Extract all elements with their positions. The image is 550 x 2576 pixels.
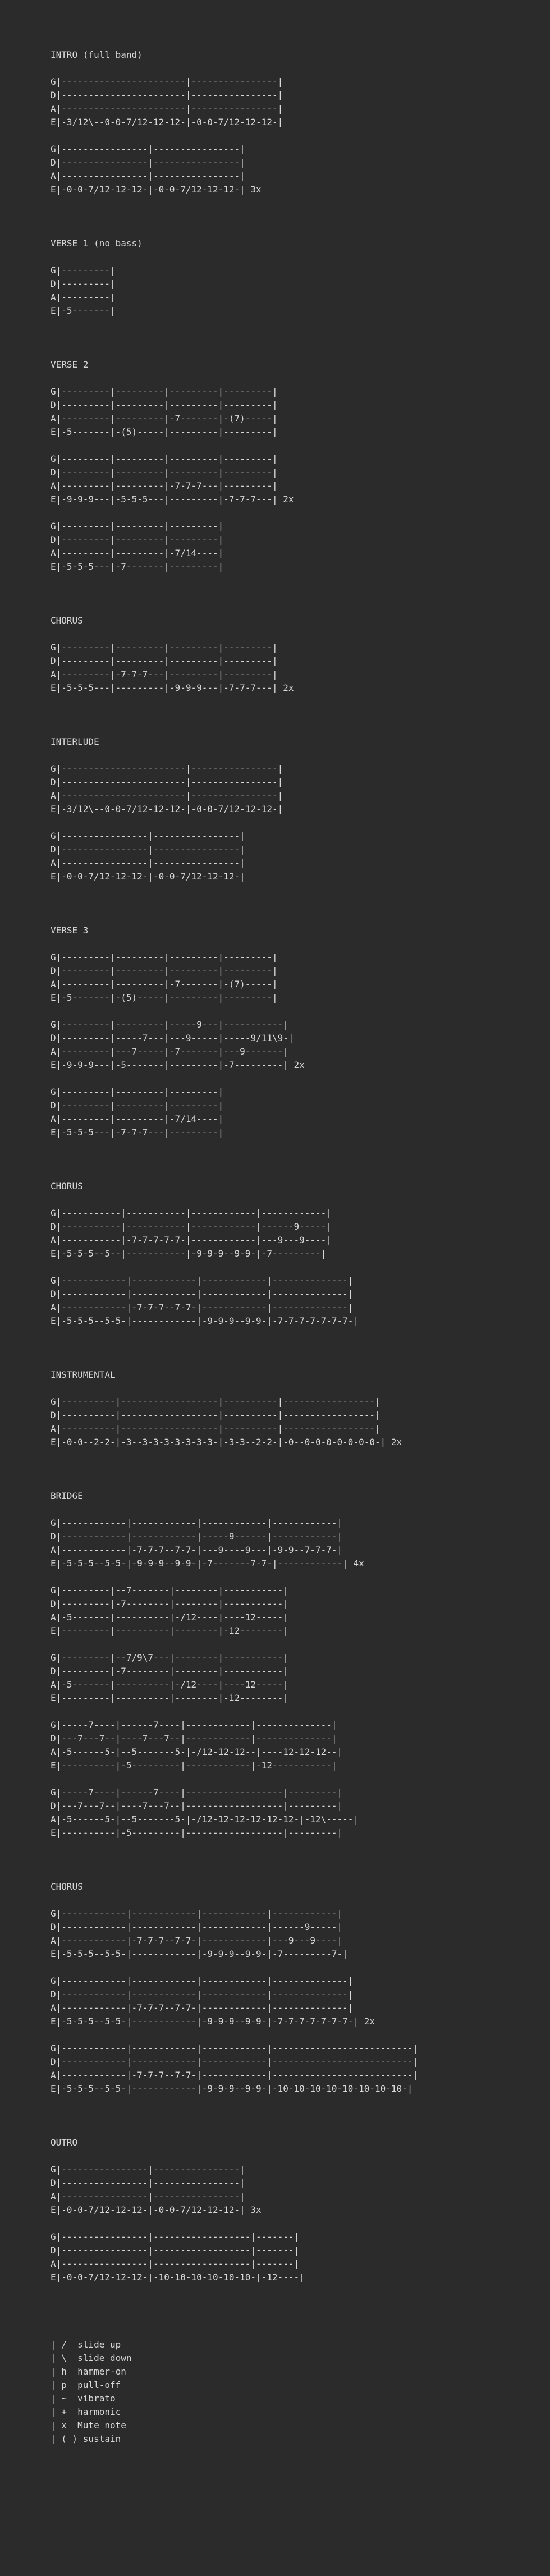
blank-line bbox=[51, 210, 550, 223]
tab-staff-line: G|------------|------------|------------|--------------| bbox=[51, 1975, 354, 1986]
blank-line bbox=[51, 1476, 550, 1489]
tab-staff-line: D|----------------|------------------|-------| bbox=[51, 2245, 300, 2256]
tab-staff-line: D|----------------|----------------| bbox=[51, 2178, 245, 2188]
tab-staff-line: E|-5-5-5--5-5-|-9-9-9--9-9-|-7-------7-7-|------------| 4x bbox=[51, 1558, 364, 1569]
tab-staff-line: G|---------|---------|---------| bbox=[51, 1087, 224, 1097]
tab-staff-line: A|----------------|------------------|-------| bbox=[51, 2258, 300, 2269]
blank-line bbox=[51, 223, 550, 237]
blank-line bbox=[51, 372, 550, 385]
tab-staff-line: D|------------|------------|------------|--------------| bbox=[51, 1989, 354, 2000]
blank-line bbox=[51, 749, 550, 762]
tab-staff-line: A|---------|---------|-7-7-7---|---------| bbox=[51, 480, 278, 491]
tab-staff-line: E|-5-5-5--5-5-|------------|-9-9-9--9-9-|-7-7-7-7-7-7-7-| bbox=[51, 1315, 359, 1326]
tab-staff-line: G|---------|---------|-----9---|-----------| bbox=[51, 1019, 288, 1030]
blank-line bbox=[51, 1503, 550, 1516]
section-heading: BRIDGE bbox=[51, 1491, 83, 1501]
blank-line bbox=[51, 1005, 550, 1018]
tab-staff-line: D|---------|---------|---------|---------| bbox=[51, 656, 278, 666]
tab-staff-line: A|---------|---------|-7/14----| bbox=[51, 1113, 224, 1124]
tab-staff-line: D|---7---7--|----7---7--|------------|--------------| bbox=[51, 1733, 337, 1744]
tab-staff-line: D|---------|---------|---------| bbox=[51, 534, 224, 545]
tab-staff-line: A|------------|-7-7-7--7-7-|---9----9---|-9-9--7-7-7-| bbox=[51, 1544, 343, 1555]
blank-line bbox=[51, 587, 550, 601]
blank-line bbox=[51, 722, 550, 735]
blank-line bbox=[51, 1382, 550, 1395]
tab-staff-line: A|---------| bbox=[51, 292, 116, 302]
blank-line bbox=[51, 1894, 550, 1907]
tab-staff-line: A|------------|-7-7-7--7-7-|------------|--------------------------| bbox=[51, 2070, 419, 2080]
blank-line bbox=[51, 2217, 550, 2230]
blank-line bbox=[51, 506, 550, 520]
tab-staff-line: G|------------|------------|------------|--------------------------| bbox=[51, 2043, 419, 2054]
legend-line: | ( ) sustain bbox=[51, 2433, 121, 2444]
blank-line bbox=[51, 62, 550, 75]
tab-staff-line: A|---------|---7-----|-7-------|---9-------| bbox=[51, 1046, 288, 1057]
tab-staff-line: A|-----------------------|----------------| bbox=[51, 103, 283, 114]
section-heading: INTRO (full band) bbox=[51, 49, 143, 60]
tab-staff-line: E|-0-0-7/12-12-12-|-0-0-7/12-12-12-| 3x bbox=[51, 2204, 262, 2215]
tab-staff-line: E|-5-5-5--5-5-|------------|-9-9-9--9-9-|-10-10-10-10-10-10-10-10-| bbox=[51, 2083, 413, 2094]
blank-line bbox=[51, 196, 550, 210]
tab-staff-line: A|---------|---------|-7/14----| bbox=[51, 548, 224, 558]
blank-line bbox=[51, 1328, 550, 1341]
blank-line bbox=[51, 1193, 550, 1207]
section-heading: VERSE 2 bbox=[51, 359, 89, 370]
blank-line bbox=[51, 2311, 550, 2325]
tab-staff-line: G|----------------|------------------|-------| bbox=[51, 2231, 300, 2242]
tab-staff-line: E|-0-0-7/12-12-12-|-10-10-10-10-10-10-|-12----| bbox=[51, 2272, 305, 2282]
tab-staff-line: E|---------|----------|--------|-12--------| bbox=[51, 1693, 288, 1703]
legend-line: | \ slide down bbox=[51, 2353, 132, 2363]
legend-line: | ~ vibrato bbox=[51, 2393, 116, 2404]
legend-line: | + harmonic bbox=[51, 2407, 121, 2417]
blank-line bbox=[51, 1139, 550, 1153]
blank-line bbox=[51, 897, 550, 910]
tab-staff-line: G|-----7----|------7----|------------|--------------| bbox=[51, 1720, 337, 1730]
tab-staff-line: E|-9-9-9---|-5-------|---------|-7---------| 2x bbox=[51, 1060, 305, 1070]
blank-line bbox=[51, 627, 550, 641]
tab-staff-line: G|---------|---------|---------| bbox=[51, 521, 224, 531]
tab-staff-line: E|-5-------| bbox=[51, 305, 116, 316]
legend-line: | p pull-off bbox=[51, 2380, 121, 2390]
tab-staff-line: G|------------|------------|------------|------------| bbox=[51, 1908, 343, 1919]
tab-staff-line: G|---------|---------|---------|---------| bbox=[51, 453, 278, 464]
legend-line: | x Mute note bbox=[51, 2420, 126, 2431]
tab-staff-line: A|---------|---------|-7-------|-(7)-----| bbox=[51, 979, 278, 989]
blank-line bbox=[51, 129, 550, 143]
tab-staff-line: G|----------------|----------------| bbox=[51, 2164, 245, 2175]
tab-staff-line: D|----------|------------------|----------|-----------------| bbox=[51, 1410, 381, 1420]
tab-staff-line: E|-5-5-5---|-7-7-7---|---------| bbox=[51, 1127, 224, 1138]
tab-staff-line: E|-0-0-7/12-12-12-|-0-0-7/12-12-12-| 3x bbox=[51, 184, 262, 195]
tab-staff-line: E|-5-------|-(5)-----|---------|---------| bbox=[51, 427, 278, 437]
tab-staff-line: D|----------------|----------------| bbox=[51, 157, 245, 168]
blank-line bbox=[51, 2028, 550, 2042]
blank-line bbox=[51, 1341, 550, 1355]
tab-staff-line: E|-0-0-7/12-12-12-|-0-0-7/12-12-12-| bbox=[51, 871, 245, 882]
section-heading: INSTRUMENTAL bbox=[51, 1369, 116, 1380]
blank-line bbox=[51, 1853, 550, 1867]
tab-staff-line: A|-5------5-|--5-------5-|-/12-12-12--|----12-12-12--| bbox=[51, 1747, 343, 1757]
tab-staff-line: G|----------|------------------|----------|-----------------| bbox=[51, 1396, 381, 1407]
blank-line bbox=[51, 1072, 550, 1085]
tab-staff-line: E|-5-5-5---|-7-------|---------| bbox=[51, 561, 224, 572]
blank-line bbox=[51, 2284, 550, 2298]
blank-line bbox=[51, 937, 550, 951]
tab-staff-line: A|----------------|----------------| bbox=[51, 858, 245, 868]
blank-line bbox=[51, 910, 550, 924]
tab-staff-line: E|---------|----------|--------|-12--------| bbox=[51, 1625, 288, 1636]
blank-line bbox=[51, 439, 550, 452]
tab-staff-line: E|-5-5-5--5--|-----------|-9-9-9--9-9-|-7---------| bbox=[51, 1248, 327, 1259]
tab-staff-line: D|---------|-7--------|--------|-----------| bbox=[51, 1598, 288, 1609]
tab-staff-line: A|---------|---------|-7-------|-(7)-----| bbox=[51, 413, 278, 424]
tab-staff-line: G|-----------|-----------|------------|------------| bbox=[51, 1208, 332, 1218]
section-heading: OUTRO bbox=[51, 2137, 78, 2148]
tab-staff-line: D|---------|---------|---------| bbox=[51, 1100, 224, 1111]
blank-line bbox=[51, 1463, 550, 1476]
tab-staff-line: D|------------|------------|------------|------9-----| bbox=[51, 1922, 343, 1932]
tab-staff-line: D|-----------------------|----------------| bbox=[51, 90, 283, 100]
tab-staff-line: D|------------|------------|------------|--------------| bbox=[51, 1289, 354, 1299]
tab-staff-line: D|---------|-----7---|---9-----|-----9/11\9-| bbox=[51, 1033, 294, 1043]
blank-line bbox=[51, 331, 550, 345]
tab-staff-line: G|------------|------------|------------|--------------| bbox=[51, 1275, 354, 1286]
tab-staff-line: E|-3/12\--0-0-7/12-12-12-|-0-0-7/12-12-12-| bbox=[51, 117, 283, 127]
tab-staff-line: D|-----------------------|----------------| bbox=[51, 777, 283, 787]
tab-staff-line: A|-----------------------|----------------| bbox=[51, 790, 283, 801]
section-heading: CHORUS bbox=[51, 1881, 83, 1892]
tab-staff-line: G|---------|--7/9\7---|--------|-----------| bbox=[51, 1652, 288, 1663]
tab-staff-line: A|----------------|----------------| bbox=[51, 171, 245, 181]
tab-staff-line: A|------------|-7-7-7--7-7-|------------|--------------| bbox=[51, 2002, 354, 2013]
legend-line: | h hammer-on bbox=[51, 2366, 126, 2377]
tab-staff-line: E|-5-5-5--5-5-|------------|-9-9-9--9-9-|-7-7-7-7-7-7-7-| 2x bbox=[51, 2016, 375, 2027]
blank-line bbox=[51, 1772, 550, 1786]
tab-staff-line: D|----------------|----------------| bbox=[51, 844, 245, 855]
tab-staff-line: E|----------|-5---------|------------|-12-----------| bbox=[51, 1760, 337, 1771]
blank-line bbox=[51, 2325, 550, 2338]
tab-staff-line: G|---------|---------|---------|---------| bbox=[51, 952, 278, 962]
tab-staff-line: E|-5-------|-(5)-----|---------|---------| bbox=[51, 992, 278, 1003]
tab-staff-line: E|-0-0--2-2-|-3--3-3-3-3-3-3-3-|-3-3--2-2-|-0--0-0-0-0-0-0-0-| 2x bbox=[51, 1437, 402, 1447]
tab-staff-line: A|----------|------------------|----------|-----------------| bbox=[51, 1423, 381, 1434]
blank-line bbox=[51, 1867, 550, 1880]
blank-line bbox=[51, 2123, 550, 2136]
blank-line bbox=[51, 2109, 550, 2123]
tab-staff-line: E|-5-5-5--5-5-|------------|-9-9-9--9-9-|-7---------7-| bbox=[51, 1949, 348, 1959]
tab-staff-line: E|-5-5-5---|---------|-9-9-9---|-7-7-7---| 2x bbox=[51, 682, 294, 693]
tab-staff-line: D|---------|---------|---------|---------| bbox=[51, 467, 278, 478]
blank-line bbox=[51, 708, 550, 722]
tab-staff-line: D|------------|------------|------------|--------------------------| bbox=[51, 2056, 419, 2067]
section-heading: VERSE 3 bbox=[51, 925, 89, 936]
blank-line bbox=[51, 2298, 550, 2311]
tab-staff-line: D|---------|---------|---------|---------| bbox=[51, 400, 278, 410]
tab-staff-line: A|------------|-7-7-7--7-7-|------------|---9---9----| bbox=[51, 1935, 343, 1946]
tab-staff-line: G|---------|---------|---------|---------| bbox=[51, 386, 278, 397]
blank-line bbox=[51, 1355, 550, 1368]
blank-line bbox=[51, 1840, 550, 1853]
tab-staff-line: A|-5-------|----------|-/12----|----12-----| bbox=[51, 1679, 288, 1690]
blank-line bbox=[51, 250, 550, 264]
tab-staff-line: A|-----------|-7-7-7-7-7-|------------|---9---9----| bbox=[51, 1235, 332, 1245]
tab-staff-line: G|----------------|----------------| bbox=[51, 144, 245, 154]
blank-line bbox=[51, 574, 550, 587]
blank-line bbox=[51, 2096, 550, 2109]
blank-line bbox=[51, 2149, 550, 2163]
tab-staff-line: D|---------|---------|---------|---------| bbox=[51, 965, 278, 976]
blank-line bbox=[51, 1261, 550, 1274]
tab-staff-line: G|---------|--7-------|--------|-----------| bbox=[51, 1585, 288, 1596]
blank-line bbox=[51, 318, 550, 331]
tab-staff-line: D|-----------|-----------|------------|------9-----| bbox=[51, 1221, 332, 1232]
blank-line bbox=[51, 883, 550, 897]
tab-staff-line: G|---------|---------|---------|---------| bbox=[51, 642, 278, 653]
tab-staff-line: G|-----------------------|----------------| bbox=[51, 763, 283, 774]
tab-staff-line: A|-5------5-|--5-------5-|-/12-12-12-12-12-12-|-12\-----| bbox=[51, 1814, 359, 1825]
section-heading: CHORUS bbox=[51, 615, 83, 626]
tab-staff-line: D|---7---7--|----7---7--|------------------|---------| bbox=[51, 1800, 343, 1811]
tab-staff-line: E|----------|-5---------|------------------|---------| bbox=[51, 1827, 343, 1838]
tab-staff-line: A|------------|-7-7-7--7-7-|------------|--------------| bbox=[51, 1302, 354, 1313]
blank-line bbox=[51, 1449, 550, 1463]
blank-line bbox=[51, 1570, 550, 1584]
blank-line bbox=[51, 1705, 550, 1718]
tab-staff-line: A|----------------|----------------| bbox=[51, 2191, 245, 2202]
tab-staff-line: G|------------|------------|------------|------------| bbox=[51, 1518, 343, 1528]
tab-staff-line: G|---------| bbox=[51, 265, 116, 276]
tab-staff-line: G|-----------------------|----------------| bbox=[51, 76, 283, 87]
tab-staff-line: D|---------|-7--------|--------|-----------| bbox=[51, 1666, 288, 1676]
blank-line bbox=[51, 1153, 550, 1166]
blank-line bbox=[51, 816, 550, 829]
section-heading: INTERLUDE bbox=[51, 736, 99, 747]
blank-line bbox=[51, 1166, 550, 1180]
tab-staff-line: D|------------|------------|-----9------|------------| bbox=[51, 1531, 343, 1542]
tab-staff-line: E|-3/12\--0-0-7/12-12-12-|-0-0-7/12-12-12-| bbox=[51, 804, 283, 814]
legend-line: | / slide up bbox=[51, 2339, 121, 2350]
blank-line bbox=[51, 345, 550, 358]
blank-line bbox=[51, 695, 550, 708]
blank-line bbox=[51, 601, 550, 614]
blank-line bbox=[51, 1638, 550, 1651]
section-heading: VERSE 1 (no bass) bbox=[51, 238, 143, 249]
tab-staff-line: A|-5-------|----------|-/12----|----12-----| bbox=[51, 1612, 288, 1622]
tab-staff-line: A|---------|-7-7-7---|---------|---------| bbox=[51, 669, 278, 680]
tab-staff-line: E|-9-9-9---|-5-5-5---|---------|-7-7-7---| 2x bbox=[51, 494, 294, 505]
blank-line bbox=[51, 1961, 550, 1974]
tab-staff-line: G|-----7----|------7----|------------------|---------| bbox=[51, 1787, 343, 1798]
tab-staff-line: D|---------| bbox=[51, 278, 116, 289]
tab-staff-line: G|----------------|----------------| bbox=[51, 831, 245, 841]
section-heading: CHORUS bbox=[51, 1181, 83, 1191]
